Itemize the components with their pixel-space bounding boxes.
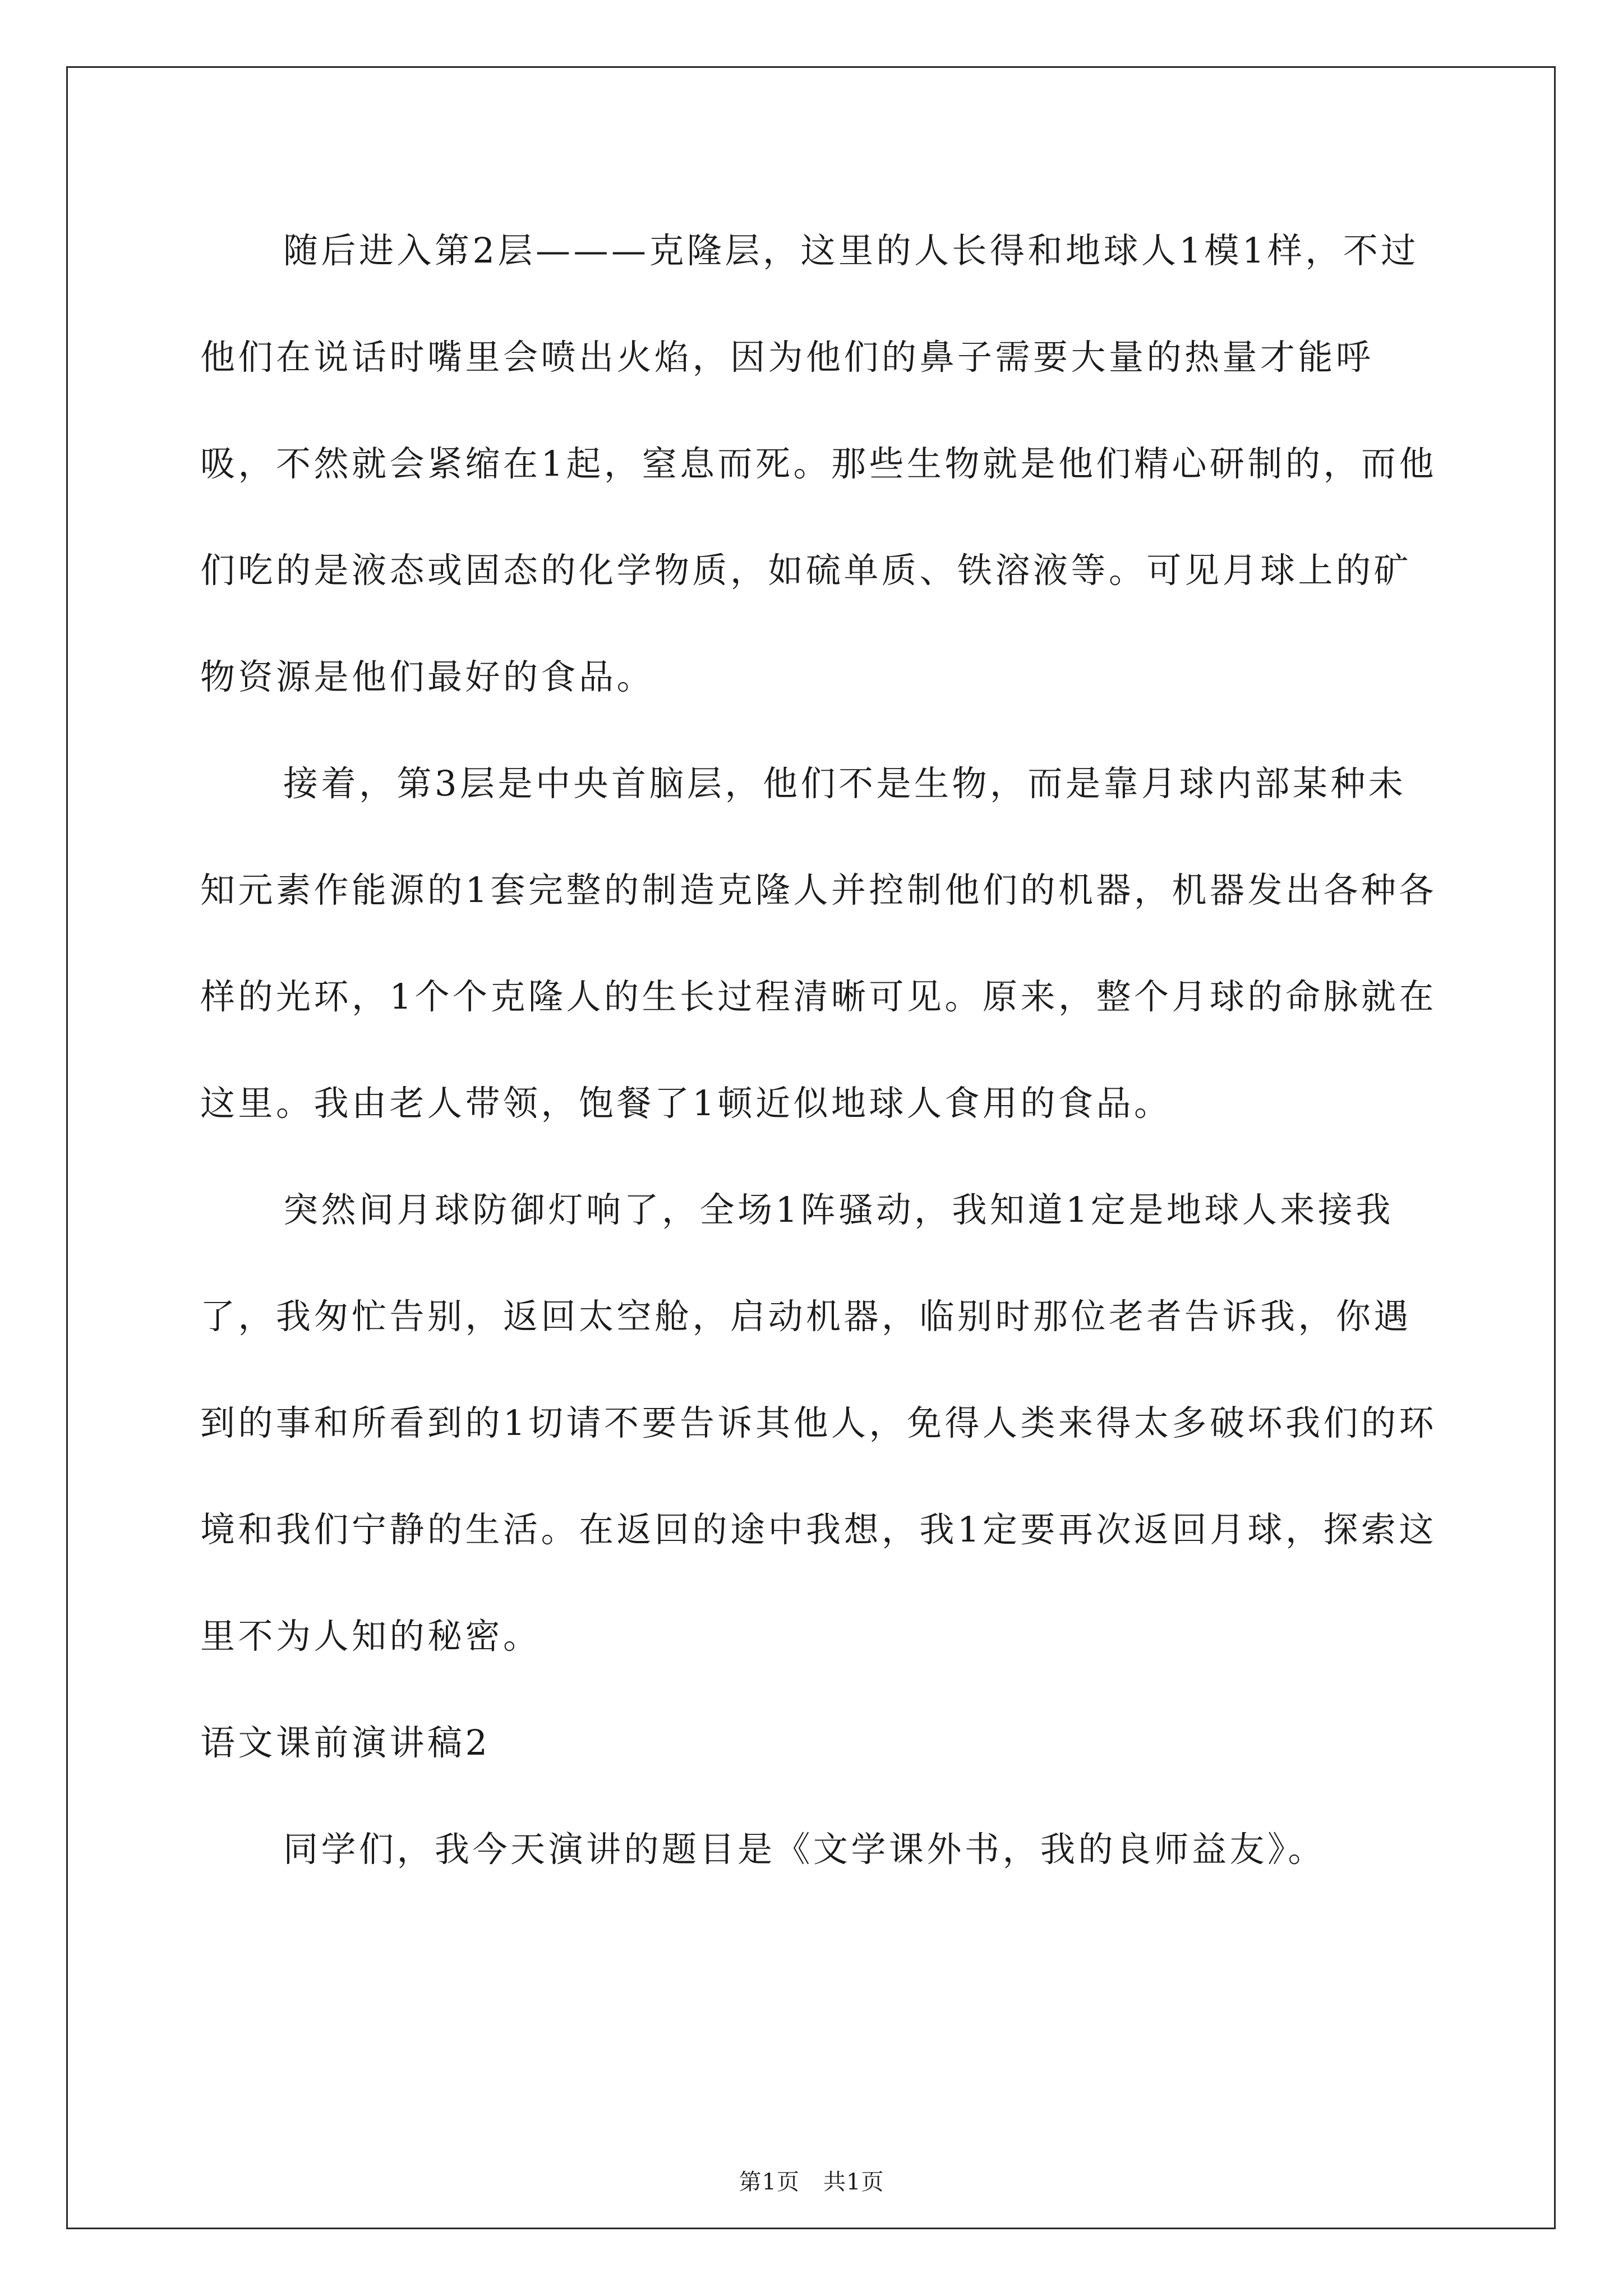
paragraph-speech-intro: 同学们，我今天演讲的题目是《文学课外书，我的良师益友》。	[283, 1829, 1326, 1870]
paragraph-central-brain-layer: 接着，第3层是中央首脑层，他们不是生物，而是靠月球内部某种未知元素作能源的1套完整的制造克隆人并控制他们的机器，机器发出各种各样的光环，1个个克隆人的生长过程清晰可见。原来，整个月球的命脉就在这里。我由老人带领，饱餐了1顿近似地球人食用的食品。	[200, 763, 1437, 1124]
paragraph-return-to-earth: 突然间月球防御灯响了，全场1阵骚动，我知道1定是地球人来接我了，我匆忙告别，返回太空舱，启动机器，临别时那位老者告诉我，你遇到的事和所看到的1切请不要告诉其他人，免得人类来得太多破坏我们的环境和我们宁静的生活。在返回的途中我想，我1定要再次返回月球，探索这里不为人知的秘密。	[200, 1189, 1437, 1657]
paragraph-clone-layer: 随后进入第2层———克隆层，这里的人长得和地球人1模1样，不过他们在说话时嘴里会喷出火焰，因为他们的鼻子需要大量的热量才能呼吸，不然就会紧缩在1起，窒息而死。那些生物就是他们精心研制的，而他们吃的是液态或固态的化学物质，如硫单质、铁溶液等。可见月球上的矿物资源是他们最好的食品。	[200, 230, 1437, 697]
page-number-total: 共1页	[823, 2169, 884, 2195]
page-footer	[0, 2171, 1623, 2193]
section-heading: 语文课前演讲稿2	[200, 1722, 491, 1763]
document-body	[200, 197, 1440, 1903]
page-number-current: 第1页	[739, 2169, 800, 2195]
